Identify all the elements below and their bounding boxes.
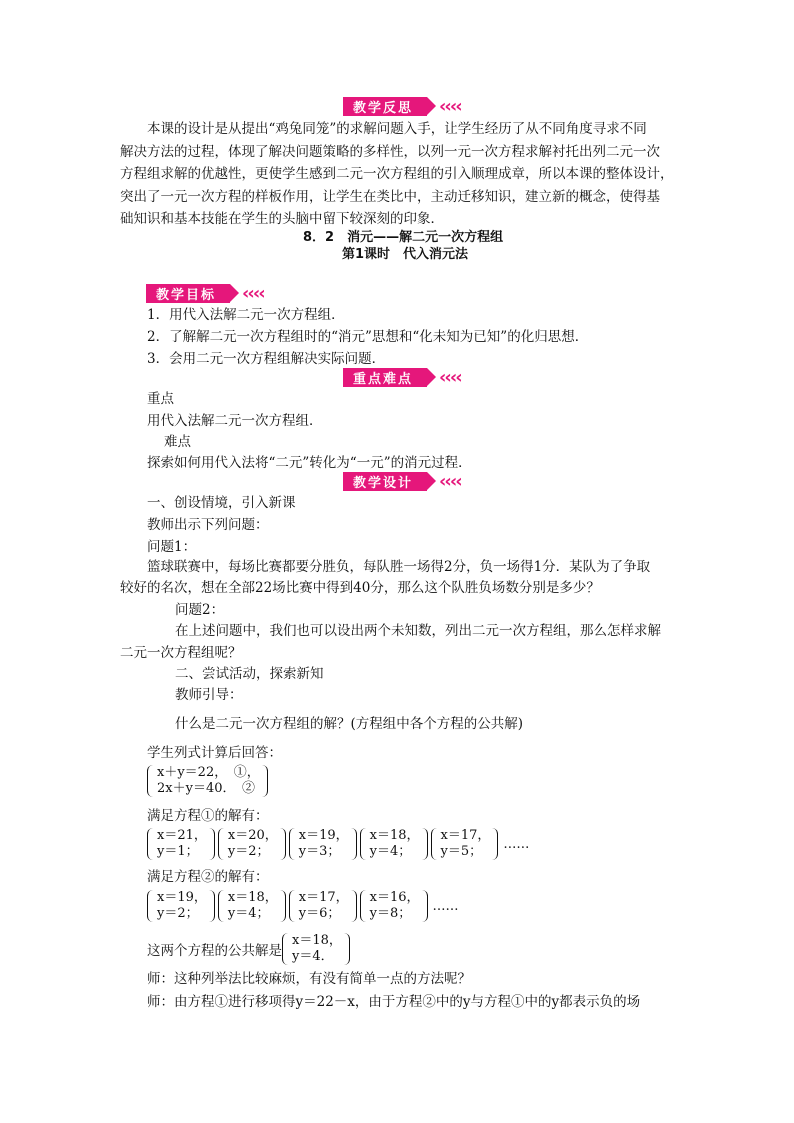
question-label: 问题1： [147,539,197,555]
section-heading: 一、创设情境，引入新课 [147,495,296,511]
objective-item: 2．了解解二元一次方程组时的“消元”思想和“化未知为已知”的化归思想． [147,329,589,345]
solution-pair: x＝18， y＝4． [282,933,350,965]
paragraph: 教师出示下列问题： [147,517,269,533]
chevron-icon: ‹‹‹‹ [439,367,461,388]
solution-pair: x＝16， y＝8； [360,890,428,922]
solution-pair: x＝21， y＝1； [147,828,215,860]
paragraph: 什么是二元一次方程组的解？(方程组中各个方程的公共解) [175,716,524,732]
ellipsis: …… [432,898,459,914]
key-label: 重点 [147,391,174,407]
paragraph: 满足方程①的解有： [147,808,269,824]
paragraph: 较好的名次，想在全部22场比赛中得到40分，那么这个队胜负场数分别是多少？ [120,580,600,596]
banner-design [343,472,461,491]
banner-label: 教学目标 [146,284,230,303]
paragraph: 在上述问题中，我们也可以设出两个未知数，列出二元一次方程组，那么怎样求解 [175,623,661,639]
reflection-line: 突出了一元一次方程的样板作用，让学生在类比中，主动迁移知识，建立新的概念，使得基 [120,189,660,205]
banner-reflection [343,97,461,116]
section-heading: 二、尝试活动，探索新知 [175,666,324,682]
chevron-icon: ‹‹‹‹ [439,471,461,492]
section-title: 8．2 消元——解二元一次方程组 [303,230,504,245]
banner-label: 重点难点 [343,368,427,387]
lesson-title: 第1课时 代入消元法 [342,247,469,262]
paragraph: 这两个方程的公共解是 [147,943,282,959]
objective-item: 3．会用二元一次方程组解决实际问题． [147,351,386,367]
solution-pair: x＝17， y＝6； [289,890,357,922]
equation-row: 2x＋y＝40． ② [157,781,255,796]
banner-key-points [343,368,461,387]
reflection-line: 本课的设计是从提出“鸡兔同笼”的求解问题入手，让学生经历了从不同角度寻求不同 [147,121,647,137]
solutions-row-2 [147,890,459,922]
question-label: 问题2： [175,602,225,618]
chevron-icon: ‹‹‹‹ [242,283,264,304]
teacher-line: 师：这种列举法比较麻烦，有没有简单一点的方法呢？ [147,971,471,987]
paragraph: 学生列式计算后回答： [147,745,282,761]
difficulty-label: 难点 [164,434,191,450]
ellipsis: …… [503,836,530,852]
paragraph: 篮球联赛中，每场比赛都要分胜负，每队胜一场得2分，负一场得1分．某队为了争取 [147,559,651,575]
paragraph: 满足方程②的解有： [147,869,269,885]
right-brace [262,765,268,797]
reflection-line: 础知识和基本技能在学生的头脑中留下较深刻的印象． [120,211,444,227]
common-solution-row [147,933,353,965]
objective-item: 1．用代入法解二元一次方程组． [147,307,345,323]
solution-pair: x＝17， y＝5； [431,828,499,860]
left-brace [147,765,154,797]
equation-row: x＋y＝22， ①， [157,765,260,780]
equation-system [147,765,268,797]
solution-pair: x＝18， y＝4； [360,828,428,860]
solution-pair: x＝20， y＝2； [218,828,286,860]
banner-label: 教学反思 [343,97,427,116]
teacher-line: 师：由方程①进行移项得y＝22－x，由于方程②中的y与方程①中的y都表示负的场 [147,994,641,1010]
chevron-icon: ‹‹‹‹ [439,96,461,117]
paragraph: 教师引导： [175,687,243,703]
reflection-line: 解决方法的过程，体现了解决问题策略的多样性，以列一元一次方程求解衬托出列二元一次 [120,144,660,160]
key-text: 用代入法解二元一次方程组． [147,413,323,429]
solution-pair: x＝18， y＝4； [218,890,286,922]
paragraph: 二元一次方程组呢？ [120,645,242,661]
difficulty-text: 探索如何用代入法将“二元”转化为“一元”的消元过程． [147,455,472,471]
banner-objectives [146,284,264,303]
solution-pair: x＝19， y＝3； [289,828,357,860]
reflection-line: 方程组求解的优越性，更使学生感到二元一次方程组的引入顺理成章，所以本课的整体设计， [120,166,674,182]
solution-pair: x＝19， y＝2； [147,890,215,922]
solutions-row-1 [147,828,529,860]
banner-label: 教学设计 [343,472,427,491]
